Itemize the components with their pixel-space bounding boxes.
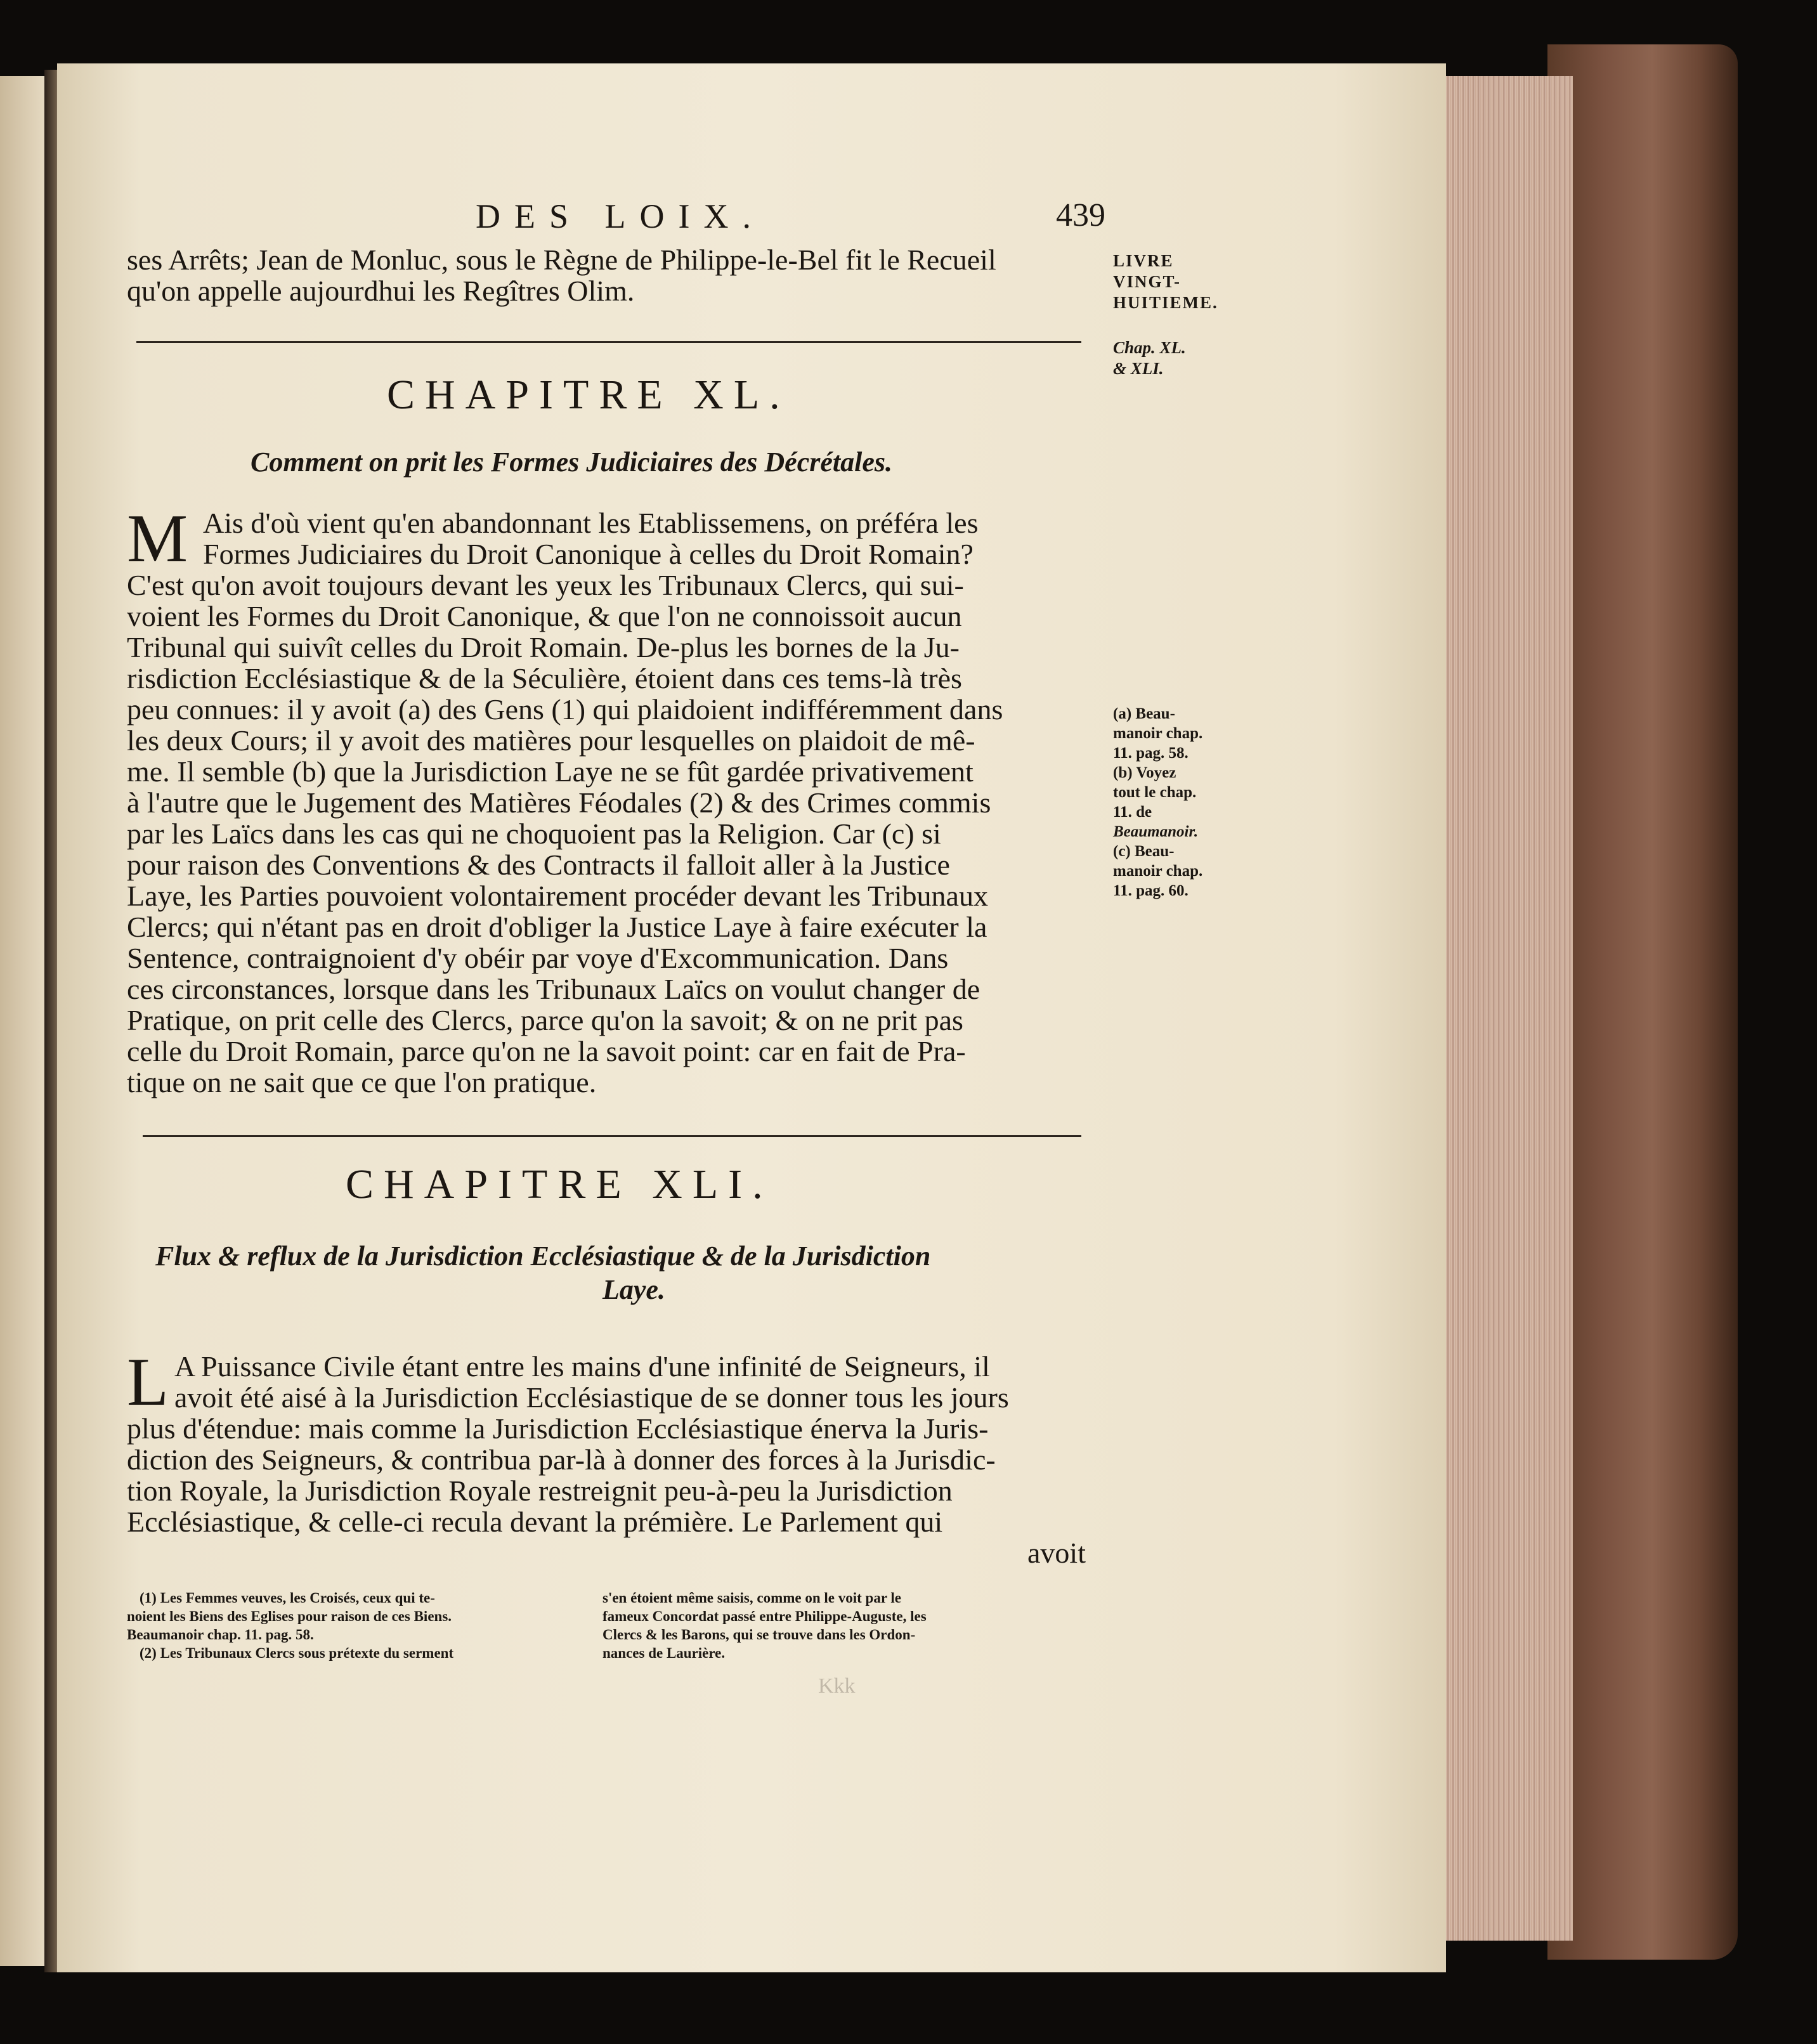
dropcap-l: L: [127, 1344, 169, 1420]
chapter-xl-subtitle: Comment on prit les Formes Judiciaires des Décrétales.: [251, 446, 892, 478]
book-page: [57, 63, 1446, 1972]
chapter-xl-line: les deux Cours; il y avoit des matières pour lesquelles on plaidoit de mê-: [127, 724, 975, 757]
margin-note-line: (b) Voyez: [1113, 764, 1176, 781]
footnote-line: (1) Les Femmes veuves, les Croisés, ceux qui te-: [140, 1590, 435, 1606]
margin-note-line: 11. pag. 58.: [1113, 745, 1189, 762]
livre-line: HUITIEME.: [1113, 293, 1218, 312]
chapter-xl-line: Clercs; qui n'étant pas en droit d'obliger la Justice Laye à faire exécuter la: [127, 911, 987, 943]
margin-note-line: Beaumanoir.: [1113, 823, 1199, 840]
chapter-xl-line: ces circonstances, lorsque dans les Tribunaux Laïcs on voulut changer de: [127, 973, 980, 1005]
margin-note-line: 11. de: [1113, 804, 1152, 821]
margin-note-line: manoir chap.: [1113, 863, 1203, 880]
chapter-xl-line: Laye, les Parties pouvoient volontairement procéder devant les Tribunaux: [127, 880, 988, 912]
chapter-xl-line: Ais d'où vient qu'en abandonnant les Etablissemens, on préféra les: [203, 507, 979, 539]
chapter-xl-line: celle du Droit Romain, parce qu'on ne la savoit point: car en fait de Pra-: [127, 1035, 966, 1067]
opening-line: ses Arrêts; Jean de Monluc, sous le Règne de Philippe-le-Bel fit le Recueil: [127, 244, 996, 276]
page-number: 439: [1056, 197, 1105, 233]
running-head: DES LOIX.: [476, 197, 765, 235]
chapter-xl-line: me. Il semble (b) que la Jurisdiction Laye ne se fût gardée privativement: [127, 755, 974, 788]
chapter-xl-line: voient les Formes du Droit Canonique, & que l'on ne connoissoit aucun: [127, 600, 962, 632]
livre-line: LIVRE: [1113, 251, 1174, 270]
chapter-xl-line: risdiction Ecclésiastique & de la Séculière, étoient dans ces tems-là très: [127, 662, 962, 694]
page-edges: [1440, 76, 1573, 1941]
chapter-xl-line: tique on ne sait que ce que l'on pratique.: [127, 1066, 597, 1098]
signature-mark: Kkk: [818, 1674, 856, 1698]
margin-note-line: (a) Beau-: [1113, 705, 1175, 722]
side-margin-chapters: [1113, 337, 1186, 379]
book-cover: [1547, 44, 1738, 1960]
chapter-xl-line: pour raison des Conventions & des Contracts il falloit aller à la Justice: [127, 849, 950, 881]
footnote-line: (2) Les Tribunaux Clercs sous prétexte du serment: [140, 1645, 454, 1661]
margin-note-line: manoir chap.: [1113, 725, 1203, 742]
catchword: avoit: [1027, 1537, 1086, 1569]
chapter-xli-line: A Puissance Civile étant entre les mains d'une infinité de Seigneurs, il: [174, 1350, 990, 1383]
chapter-ref: Chap. XL.: [1113, 338, 1186, 357]
dropcap-m: M: [127, 501, 188, 576]
margin-note-line: tout le chap.: [1113, 784, 1197, 801]
chapter-xl-line: Pratique, on prit celle des Clercs, parce qu'on la savoit; & on ne prit pas: [127, 1004, 963, 1036]
footnotes-left: [127, 1589, 453, 1662]
margin-note-line: (c) Beau-: [1113, 843, 1175, 860]
margin-note-line: 11. pag. 60.: [1113, 882, 1189, 899]
chapter-xl-line: Tribunal qui suivît celles du Droit Romain. De-plus les bornes de la Ju-: [127, 631, 960, 663]
chapter-xl-title: CHAPITRE XL.: [387, 372, 790, 418]
chapter-xl-line: par les Laïcs dans les cas qui ne choquoient pas la Religion. Car (c) si: [127, 817, 941, 850]
section-rule: [136, 341, 1081, 343]
chapter-xli-line: diction des Seigneurs, & contribua par-là à donner des forces à la Jurisdic-: [127, 1443, 996, 1476]
footnotes-right: [602, 1589, 927, 1662]
footnote-line: s'en étoient même saisis, comme on le voit par le: [602, 1590, 901, 1606]
section-rule: [143, 1135, 1081, 1137]
chapter-xl-line: Formes Judiciaires du Droit Canonique à celles du Droit Romain?: [203, 538, 974, 570]
side-margin-livre: [1113, 251, 1218, 313]
footnote-line: fameux Concordat passé entre Philippe-Auguste, les: [602, 1608, 927, 1624]
chapter-xl-line: peu connues: il y avoit (a) des Gens (1) qui plaidoient indifféremment dans: [127, 693, 1003, 726]
livre-line: VINGT-: [1113, 272, 1182, 291]
margin-notes: [1113, 704, 1202, 901]
chapter-xl-line: à l'autre que le Jugement des Matières Féodales (2) & des Crimes commis: [127, 786, 991, 819]
opening-line: qu'on appelle aujourdhui les Regîtres Olim.: [127, 275, 635, 307]
chapter-xli-title: CHAPITRE XLI.: [346, 1161, 773, 1208]
chapter-xl-line: Sentence, contraignoient d'y obéir par voye d'Excommunication. Dans: [127, 942, 949, 974]
chapter-xli-line: tion Royale, la Jurisdiction Royale restreignit peu-à-peu la Jurisdiction: [127, 1474, 953, 1507]
footnote-line: noient les Biens des Eglises pour raison de ces Biens.: [127, 1608, 452, 1624]
chapter-xli-subtitle: Laye.: [602, 1274, 665, 1305]
chapter-ref: & XLI.: [1113, 359, 1164, 378]
chapter-xli-line: Ecclésiastique, & celle-ci recula devant la prémière. Le Parlement qui: [127, 1506, 943, 1538]
chapter-xli-line: plus d'étendue: mais comme la Jurisdiction Ecclésiastique énerva la Juris-: [127, 1412, 989, 1445]
footnote-line: Clercs & les Barons, qui se trouve dans les Ordon-: [602, 1627, 916, 1643]
chapter-xl-line: C'est qu'on avoit toujours devant les yeux les Tribunaux Clercs, qui sui-: [127, 569, 964, 601]
chapter-xli-line: avoit été aisé à la Jurisdiction Ecclésiastique de se donner tous les jours: [174, 1381, 1009, 1414]
chapter-xli-subtitle: Flux & reflux de la Jurisdiction Ecclésiastique & de la Jurisdiction: [155, 1240, 931, 1272]
footnote-line: nances de Laurière.: [602, 1645, 726, 1661]
footnote-line: Beaumanoir chap. 11. pag. 58.: [127, 1627, 314, 1643]
